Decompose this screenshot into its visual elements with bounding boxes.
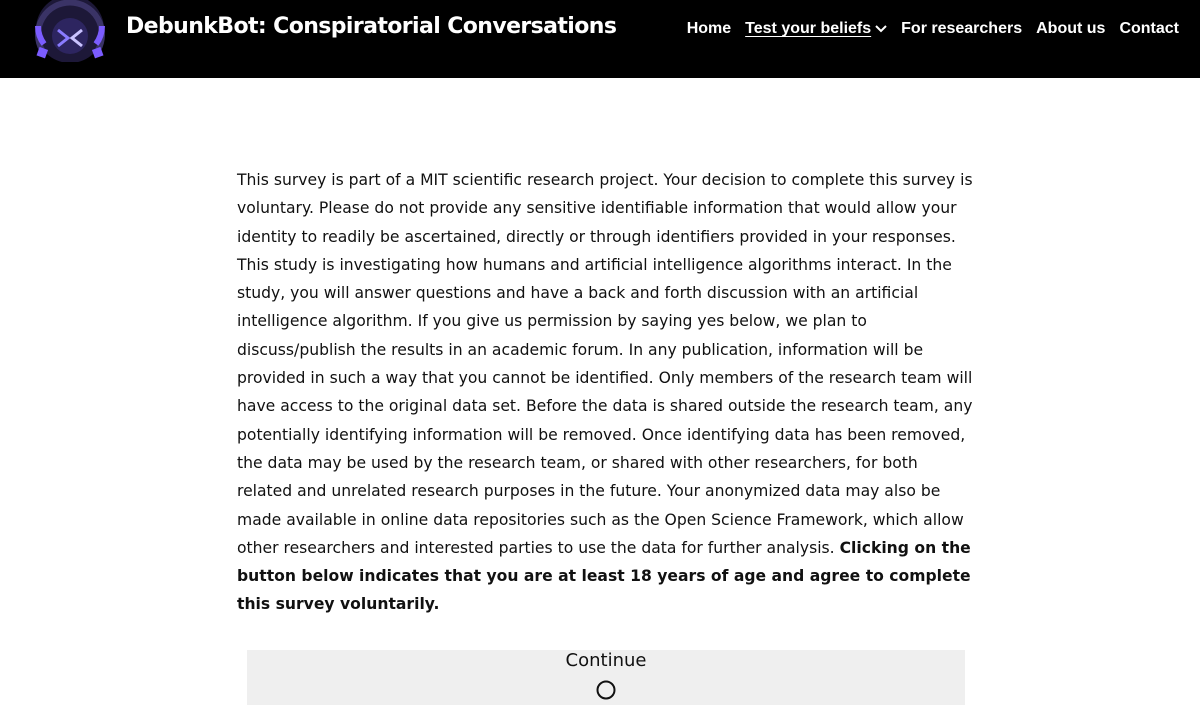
consent-text-block (237, 166, 977, 619)
continue-button[interactable] (247, 650, 965, 705)
nav-test-your-beliefs-label: Test your beliefs (745, 20, 872, 37)
nav-for-researchers-label: For researchers (901, 20, 1023, 37)
consent-text: This survey is part of a MIT scientific research project. Your decision to complete this survey is voluntary. Please do not provide any sensitive identifiable information that would allow your identity to readily be ascertained, directly or through identifiers provided in your responses. This study is investigating how humans and artificial intelligence algorithms interact. In the study, you will answer questions and have a back and forth discussion with an artificial intelligence algorithm. If you give us permission by saying yes below, we plan to discuss/publish the results in an academic forum. In any publication, information will be provided in such a way that you cannot be identified. Only members of the research team will have access to the original data set. Before the data is shared outside the research team, any potentially identifying information will be removed. Once identifying data has been removed, the data may be used by the research team, or shared with other researchers, for both related and unrelated research purposes in the future. Your anonymized data may also be made available in online data repositories such as the Open Science Framework, which allow other researchers and interested parties to use the data for further analysis. (237, 171, 973, 557)
nav-contact-label: Contact (1119, 20, 1179, 37)
nav-for-researchers[interactable] (901, 20, 1022, 38)
consent-paragraph (237, 166, 977, 619)
consent-agreement-text: Clicking on the button below indicates that you are at least 18 years of age and agree to complete this survey voluntarily. (237, 538, 971, 614)
gauge-logo-icon[interactable] (32, 0, 112, 62)
nav-about-us-label: About us (1036, 20, 1106, 37)
chevron-down-icon (875, 25, 887, 33)
nav-contact[interactable] (1119, 20, 1179, 38)
nav-about-us[interactable] (1036, 20, 1105, 38)
radio-circle-icon[interactable] (596, 680, 616, 700)
main-nav (687, 20, 1179, 38)
nav-home[interactable] (687, 20, 731, 38)
nav-test-your-beliefs[interactable] (745, 20, 887, 38)
site-header (0, 0, 1200, 78)
site-title[interactable]: DebunkBot: Conspiratorial Conversations (126, 14, 617, 39)
nav-home-label: Home (686, 20, 732, 37)
continue-button-label: Continue (565, 650, 647, 671)
